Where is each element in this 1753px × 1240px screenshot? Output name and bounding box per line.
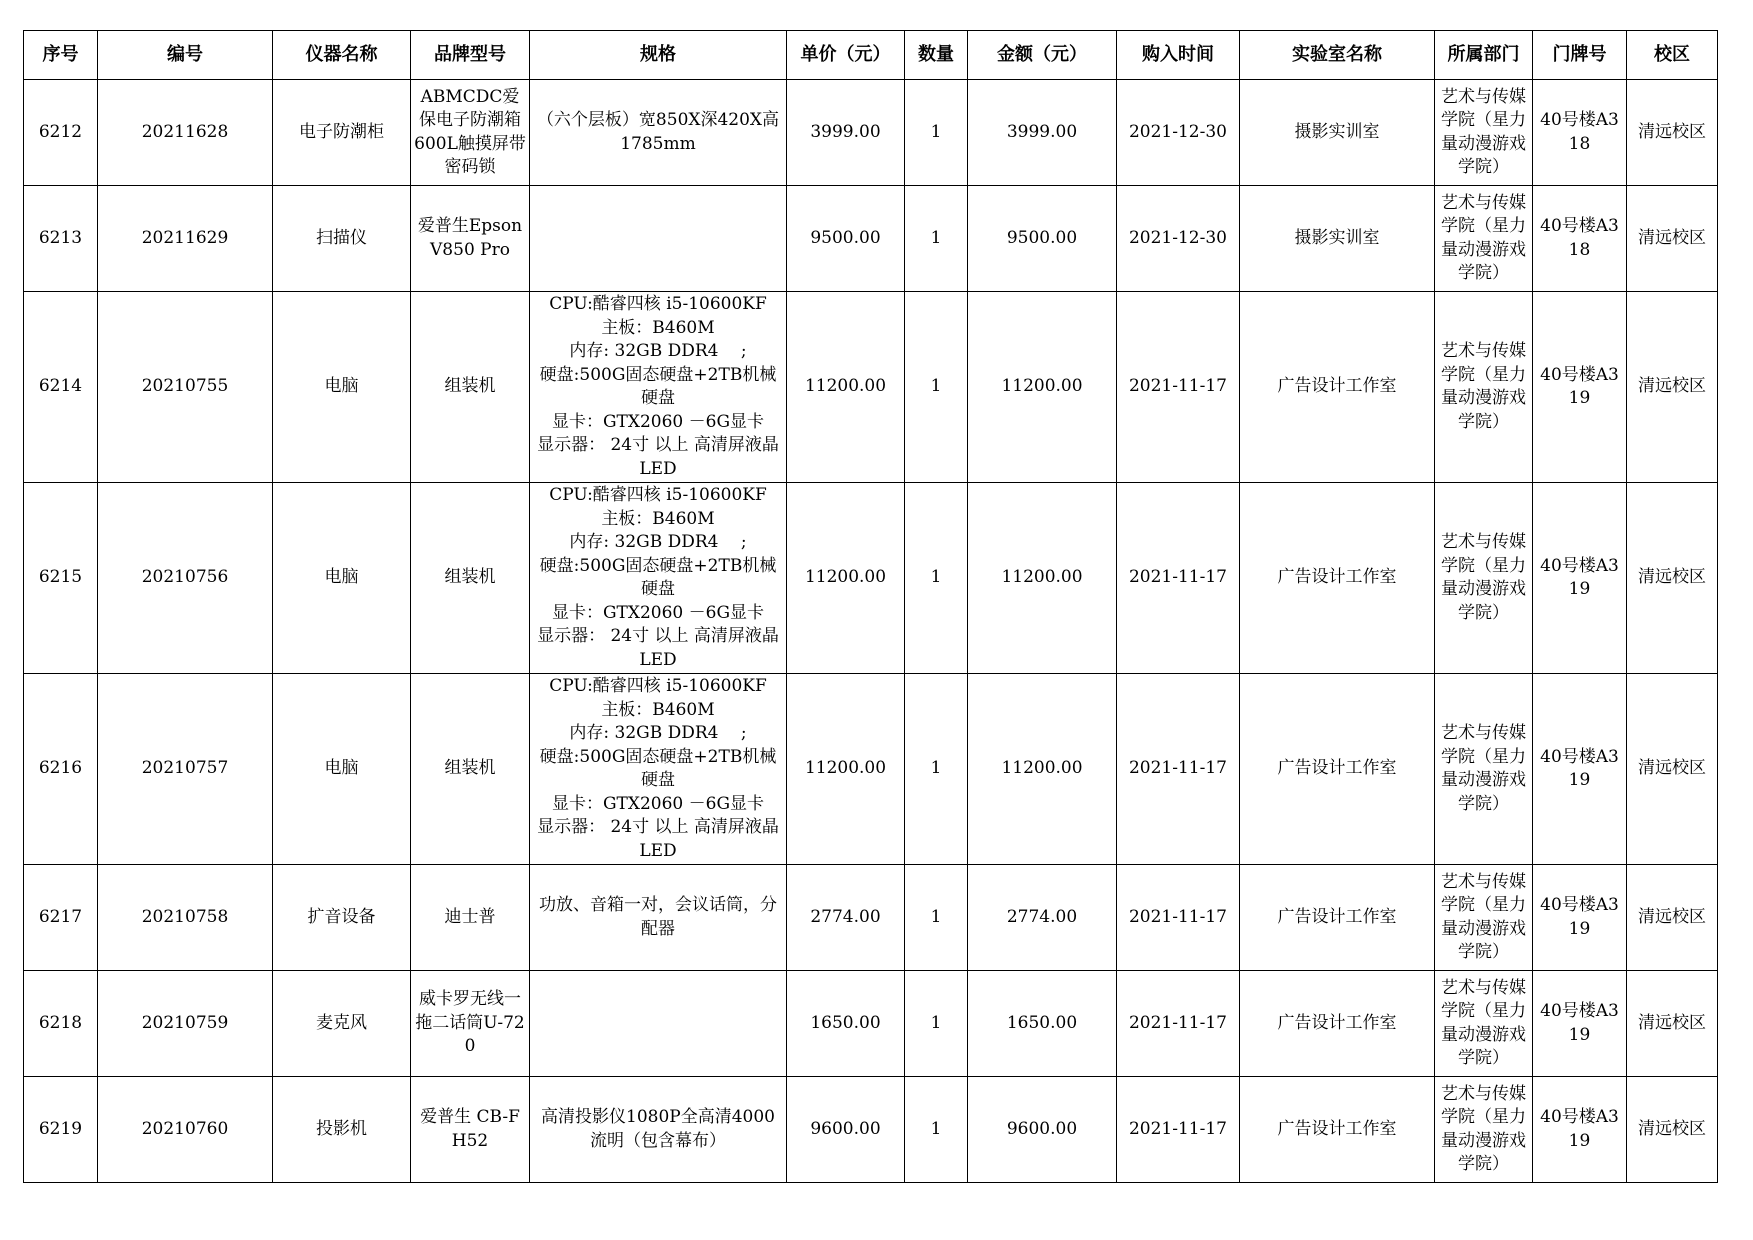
cell-purchase-date — [1117, 674, 1240, 865]
cell-room-number — [1533, 971, 1627, 1077]
table-row — [24, 971, 1718, 1077]
cell-amount — [968, 483, 1117, 674]
cell-quantity — [905, 292, 968, 483]
cell-purchase-date — [1117, 186, 1240, 292]
table-row — [24, 674, 1718, 865]
cell-unit-price — [787, 292, 905, 483]
cell-text: 艺术与传媒学院（星力量动漫游戏学院） — [1441, 341, 1526, 432]
cell-instrument-name — [273, 292, 411, 483]
cell-text: 迪士普 — [444, 906, 496, 927]
cell-text: 投影机 — [316, 1118, 367, 1139]
cell-quantity — [905, 186, 968, 292]
cell-amount — [968, 80, 1117, 186]
col-header-brand-model: 品牌型号 — [411, 31, 530, 80]
cell-id — [98, 80, 273, 186]
cell-unit-price — [787, 80, 905, 186]
cell-text: 11200.00 — [804, 376, 887, 397]
cell-text: 11200.00 — [1001, 376, 1083, 397]
cell-campus — [1627, 483, 1718, 674]
cell-text: 广告设计工作室 — [1277, 1118, 1397, 1139]
cell-text: 艺术与传媒学院（星力量动漫游戏学院） — [1441, 871, 1526, 962]
cell-text: 1 — [930, 1118, 942, 1139]
cell-id — [98, 865, 273, 971]
cell-campus — [1627, 971, 1718, 1077]
cell-instrument-name — [273, 186, 411, 292]
cell-text: 40号楼A319 — [1540, 746, 1619, 790]
cell-id — [98, 674, 273, 865]
cell-lab-name — [1240, 292, 1435, 483]
cell-text: 组装机 — [444, 758, 496, 779]
table-body — [24, 80, 1718, 1183]
cell-spec — [530, 186, 787, 292]
cell-spec — [530, 483, 787, 674]
cell-text: 艺术与传媒学院（星力量动漫游戏学院） — [1441, 86, 1526, 177]
cell-text: 40号楼A318 — [1540, 216, 1619, 260]
cell-text: 20210756 — [141, 567, 229, 588]
cell-seq — [24, 865, 98, 971]
cell-text: CPU:酷睿四核 i5-10600KF 主板：B460M 内存: 32GB DDR4 ; 硬盘:500G固态硬盘+2TB机械硬盘 显卡：GTX2060 －6G显卡 显示器： 24寸 以上 高清屏液晶LED — [537, 676, 779, 861]
cell-quantity — [905, 80, 968, 186]
cell-text: 3999.00 — [810, 121, 881, 142]
cell-id — [98, 483, 273, 674]
cell-room-number — [1533, 186, 1627, 292]
cell-text: 1 — [930, 227, 942, 248]
col-header-quantity: 数量 — [905, 31, 968, 80]
cell-text: 清远校区 — [1638, 227, 1706, 248]
cell-spec — [530, 292, 787, 483]
cell-text: 1 — [930, 906, 942, 927]
cell-amount — [968, 292, 1117, 483]
header-row — [24, 31, 1718, 80]
cell-department — [1435, 483, 1533, 674]
cell-text: 摄影实训室 — [1294, 227, 1380, 248]
cell-purchase-date — [1117, 971, 1240, 1077]
cell-seq — [24, 674, 98, 865]
cell-instrument-name — [273, 483, 411, 674]
cell-campus — [1627, 292, 1718, 483]
cell-brand-model — [411, 292, 530, 483]
cell-text: 清远校区 — [1638, 906, 1706, 927]
cell-room-number — [1533, 865, 1627, 971]
cell-text: 20210759 — [141, 1012, 229, 1033]
cell-brand-model — [411, 186, 530, 292]
cell-purchase-date — [1117, 483, 1240, 674]
cell-unit-price — [787, 865, 905, 971]
cell-campus — [1627, 674, 1718, 865]
cell-text: 1650.00 — [1006, 1012, 1078, 1033]
cell-text: 组装机 — [444, 376, 496, 397]
cell-text: 高清投影仪1080P全高清4000流明（包含幕布） — [541, 1107, 775, 1151]
cell-department — [1435, 1077, 1533, 1183]
col-header-spec: 规格 — [530, 31, 787, 80]
cell-amount — [968, 186, 1117, 292]
cell-instrument-name — [273, 80, 411, 186]
cell-seq — [24, 1077, 98, 1183]
cell-instrument-name — [273, 971, 411, 1077]
cell-text: 6213 — [38, 227, 83, 248]
cell-department — [1435, 674, 1533, 865]
cell-text: 20210758 — [141, 906, 229, 927]
cell-text: 2021-11-17 — [1128, 567, 1227, 588]
cell-lab-name — [1240, 971, 1435, 1077]
cell-text: 9600.00 — [810, 1118, 881, 1139]
cell-spec — [530, 971, 787, 1077]
cell-unit-price — [787, 674, 905, 865]
table-row — [24, 865, 1718, 971]
equipment-table — [23, 30, 1718, 1183]
cell-text: 清远校区 — [1638, 376, 1706, 397]
cell-text: 40号楼A318 — [1540, 110, 1619, 154]
col-header-id: 编号 — [98, 31, 273, 80]
cell-text: 清远校区 — [1638, 1012, 1706, 1033]
cell-amount — [968, 1077, 1117, 1183]
cell-text: 6219 — [38, 1118, 83, 1139]
cell-text: 威卡罗无线一拖二话筒U-720 — [415, 989, 525, 1057]
cell-text: 9500.00 — [810, 227, 881, 248]
cell-department — [1435, 80, 1533, 186]
cell-text: 6212 — [38, 121, 83, 142]
cell-text: 6218 — [38, 1012, 83, 1033]
table-row — [24, 292, 1718, 483]
cell-lab-name — [1240, 483, 1435, 674]
cell-room-number — [1533, 483, 1627, 674]
cell-quantity — [905, 865, 968, 971]
cell-text: 清远校区 — [1638, 758, 1706, 779]
table-row — [24, 186, 1718, 292]
cell-text: 爱普生 CB-FH52 — [420, 1107, 520, 1151]
cell-text: 电脑 — [324, 567, 359, 588]
cell-room-number — [1533, 674, 1627, 865]
cell-text: 电子防潮柜 — [299, 121, 384, 142]
cell-text: 20211629 — [141, 227, 229, 248]
cell-text: 麦克风 — [316, 1012, 367, 1033]
cell-text: 广告设计工作室 — [1277, 567, 1397, 588]
cell-spec — [530, 1077, 787, 1183]
cell-text: 2021-11-17 — [1128, 1118, 1227, 1139]
cell-text: 1 — [930, 376, 942, 397]
cell-text: 电脑 — [324, 376, 359, 397]
cell-instrument-name — [273, 865, 411, 971]
cell-unit-price — [787, 483, 905, 674]
cell-text: 2021-11-17 — [1128, 906, 1227, 927]
cell-department — [1435, 186, 1533, 292]
cell-unit-price — [787, 1077, 905, 1183]
cell-amount — [968, 971, 1117, 1077]
cell-text: （六个层板）宽850X深420X高1785mm — [536, 110, 780, 154]
cell-text: 3999.00 — [1006, 121, 1078, 142]
cell-brand-model — [411, 483, 530, 674]
cell-brand-model — [411, 80, 530, 186]
cell-text: 40号楼A319 — [1540, 555, 1619, 599]
cell-text: 广告设计工作室 — [1277, 758, 1397, 779]
cell-instrument-name — [273, 674, 411, 865]
cell-unit-price — [787, 971, 905, 1077]
cell-seq — [24, 292, 98, 483]
cell-text: 2021-11-17 — [1128, 758, 1227, 779]
cell-quantity — [905, 674, 968, 865]
cell-campus — [1627, 1077, 1718, 1183]
cell-text: 11200.00 — [804, 758, 887, 779]
cell-text: 2021-11-17 — [1128, 1012, 1227, 1033]
cell-text: 广告设计工作室 — [1277, 1012, 1397, 1033]
cell-text: 1650.00 — [810, 1012, 881, 1033]
cell-seq — [24, 80, 98, 186]
cell-campus — [1627, 80, 1718, 186]
cell-text: 电脑 — [324, 758, 359, 779]
cell-text: 摄影实训室 — [1294, 121, 1380, 142]
cell-purchase-date — [1117, 865, 1240, 971]
cell-text: 40号楼A319 — [1540, 1107, 1619, 1151]
cell-seq — [24, 971, 98, 1077]
cell-text: 广告设计工作室 — [1277, 376, 1397, 397]
cell-campus — [1627, 865, 1718, 971]
cell-text: 6216 — [38, 758, 83, 779]
cell-text: 20210755 — [141, 376, 229, 397]
cell-room-number — [1533, 1077, 1627, 1183]
cell-text: 1 — [930, 121, 942, 142]
cell-seq — [24, 186, 98, 292]
table-row — [24, 1077, 1718, 1183]
cell-department — [1435, 865, 1533, 971]
col-header-unit-price: 单价（元） — [787, 31, 905, 80]
cell-purchase-date — [1117, 1077, 1240, 1183]
col-header-room-number: 门牌号 — [1533, 31, 1627, 80]
cell-quantity — [905, 971, 968, 1077]
cell-text: 2021-12-30 — [1128, 121, 1227, 142]
cell-text: ABMCDC爱保电子防潮箱600L触摸屏带密码锁 — [414, 86, 526, 177]
cell-brand-model — [411, 1077, 530, 1183]
cell-department — [1435, 292, 1533, 483]
cell-text: 扫描仪 — [316, 227, 367, 248]
cell-campus — [1627, 186, 1718, 292]
col-header-instrument-name: 仪器名称 — [273, 31, 411, 80]
col-header-campus: 校区 — [1627, 31, 1718, 80]
cell-amount — [968, 865, 1117, 971]
cell-text: 艺术与传媒学院（星力量动漫游戏学院） — [1441, 977, 1526, 1068]
cell-lab-name — [1240, 186, 1435, 292]
col-header-seq: 序号 — [24, 31, 98, 80]
cell-text: 20211628 — [141, 121, 229, 142]
cell-purchase-date — [1117, 292, 1240, 483]
col-header-purchase-date: 购入时间 — [1117, 31, 1240, 80]
table-row — [24, 483, 1718, 674]
cell-text: 广告设计工作室 — [1277, 906, 1397, 927]
cell-text: 1 — [930, 567, 942, 588]
cell-id — [98, 186, 273, 292]
cell-text: 40号楼A319 — [1540, 895, 1619, 939]
cell-quantity — [905, 1077, 968, 1183]
cell-purchase-date — [1117, 80, 1240, 186]
cell-spec — [530, 674, 787, 865]
cell-text: 清远校区 — [1638, 1118, 1706, 1139]
cell-instrument-name — [273, 1077, 411, 1183]
cell-department — [1435, 971, 1533, 1077]
cell-text: 艺术与传媒学院（星力量动漫游戏学院） — [1441, 1083, 1526, 1174]
cell-quantity — [905, 483, 968, 674]
cell-text: 组装机 — [444, 567, 496, 588]
cell-text: 40号楼A319 — [1540, 364, 1619, 408]
cell-text: 爱普生Epson V850 Pro — [417, 216, 523, 260]
cell-amount — [968, 674, 1117, 865]
cell-text: 扩音设备 — [307, 906, 376, 927]
cell-text: 艺术与传媒学院（星力量动漫游戏学院） — [1441, 532, 1526, 623]
cell-text: 9500.00 — [1006, 227, 1078, 248]
cell-text: 6214 — [38, 376, 83, 397]
cell-text: 6215 — [38, 567, 83, 588]
cell-lab-name — [1240, 1077, 1435, 1183]
cell-text: 20210757 — [141, 758, 229, 779]
cell-text: 2021-12-30 — [1128, 227, 1227, 248]
cell-lab-name — [1240, 674, 1435, 865]
cell-lab-name — [1240, 80, 1435, 186]
cell-room-number — [1533, 292, 1627, 483]
cell-text: 6217 — [38, 906, 83, 927]
col-header-department: 所属部门 — [1435, 31, 1533, 80]
table-row — [24, 80, 1718, 186]
cell-text: 11200.00 — [1001, 758, 1083, 779]
cell-seq — [24, 483, 98, 674]
cell-text: CPU:酷睿四核 i5-10600KF 主板：B460M 内存: 32GB DDR4 ; 硬盘:500G固态硬盘+2TB机械硬盘 显卡：GTX2060 －6G显卡 显示器： 24寸 以上 高清屏液晶LED — [537, 485, 779, 670]
cell-text: 20210760 — [141, 1118, 229, 1139]
cell-text: 11200.00 — [1001, 567, 1083, 588]
cell-text: CPU:酷睿四核 i5-10600KF 主板：B460M 内存: 32GB DDR4 ; 硬盘:500G固态硬盘+2TB机械硬盘 显卡：GTX2060 －6G显卡 显示器： 24寸 以上 高清屏液晶LED — [537, 294, 779, 479]
cell-spec — [530, 80, 787, 186]
cell-text: 2021-11-17 — [1128, 376, 1227, 397]
cell-id — [98, 971, 273, 1077]
cell-text: 清远校区 — [1638, 121, 1706, 142]
cell-brand-model — [411, 971, 530, 1077]
cell-brand-model — [411, 674, 530, 865]
cell-unit-price — [787, 186, 905, 292]
cell-spec — [530, 865, 787, 971]
col-header-lab-name: 实验室名称 — [1240, 31, 1435, 80]
cell-text: 艺术与传媒学院（星力量动漫游戏学院） — [1441, 723, 1526, 814]
cell-lab-name — [1240, 865, 1435, 971]
cell-room-number — [1533, 80, 1627, 186]
cell-text: 40号楼A319 — [1540, 1001, 1619, 1045]
cell-text: 11200.00 — [804, 567, 887, 588]
col-header-amount: 金额（元） — [968, 31, 1117, 80]
cell-id — [98, 292, 273, 483]
cell-text: 功放、音箱一对，会议话筒，分配器 — [539, 895, 777, 939]
cell-id — [98, 1077, 273, 1183]
cell-brand-model — [411, 865, 530, 971]
cell-text: 1 — [930, 758, 942, 779]
cell-text: 清远校区 — [1638, 567, 1706, 588]
cell-text: 艺术与传媒学院（星力量动漫游戏学院） — [1441, 192, 1526, 283]
cell-text: 2774.00 — [1006, 906, 1078, 927]
cell-text: 9600.00 — [1006, 1118, 1078, 1139]
cell-text: 1 — [930, 1012, 942, 1033]
cell-text: 2774.00 — [810, 906, 881, 927]
